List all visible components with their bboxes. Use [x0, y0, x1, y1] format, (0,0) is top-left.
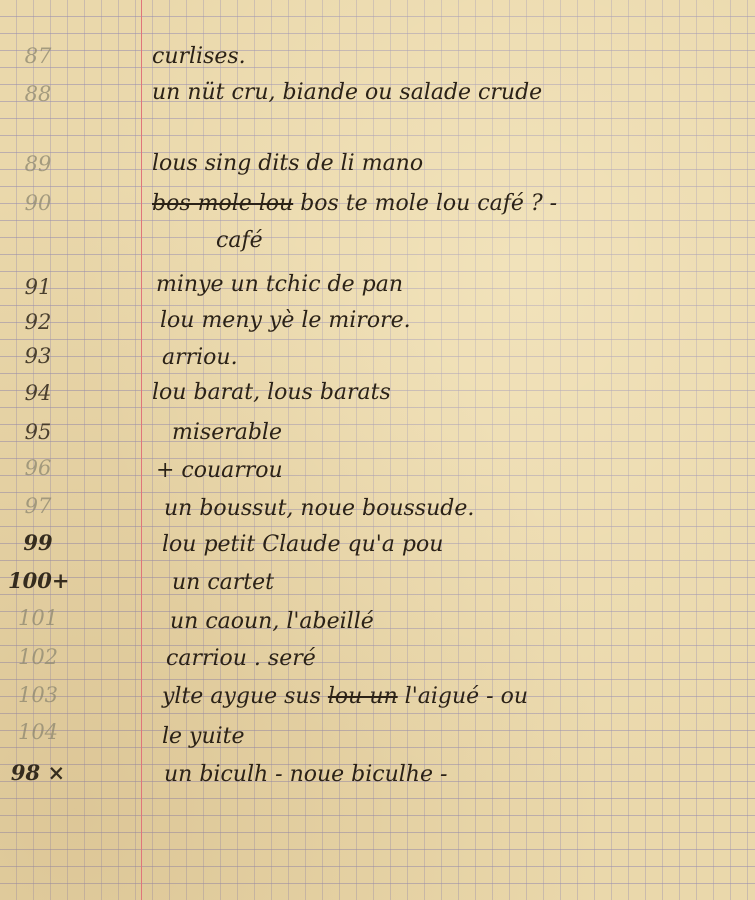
- line-number-98: 98 ×: [10, 760, 66, 785]
- entry-93: arriou.: [162, 345, 238, 370]
- entry-90-text: bos te mole lou café ? -: [300, 191, 558, 216]
- struck-text: lou un: [327, 684, 398, 709]
- entry-94: lou barat, lous barats: [152, 380, 391, 405]
- entry-90: [152, 191, 557, 216]
- entry-92: lou meny yè le mirore.: [160, 308, 411, 333]
- entry-96: + couarrou: [156, 458, 283, 483]
- entry-103-start: ylte aygue sus: [162, 684, 321, 709]
- line-number-88: 88: [24, 82, 52, 106]
- struck-text: bos mole lou: [152, 191, 294, 216]
- line-number-96: 96: [24, 456, 52, 480]
- margin-rule: [141, 0, 142, 900]
- entry-95: miserable: [172, 420, 282, 445]
- entry-103: [162, 684, 528, 709]
- entry-87: curlises.: [152, 44, 246, 69]
- entry-89: lous sing dits de li mano: [152, 151, 424, 176]
- line-number-103: 103: [17, 683, 59, 707]
- line-number-94: 94: [24, 381, 52, 405]
- entry-103-end: l'aigué - ou: [404, 684, 529, 709]
- line-number-102: 102: [17, 645, 59, 669]
- line-number-101: 101: [17, 606, 59, 630]
- entry-104: le yuite: [162, 724, 245, 749]
- line-number-104: 104: [17, 720, 59, 744]
- entry-88: un nüt cru, biande ou salade crude: [152, 80, 543, 105]
- line-number-100: 100+: [8, 568, 70, 593]
- line-number-91: 91: [24, 275, 52, 299]
- entry-102: carriou . seré: [166, 646, 316, 671]
- entry-101: un caoun, l'abeillé: [170, 609, 374, 634]
- entry-100: un cartet: [172, 570, 274, 595]
- entry-97: un boussut, noue boussude.: [164, 496, 475, 521]
- line-number-97: 97: [24, 494, 52, 518]
- line-number-93: 93: [24, 344, 52, 368]
- line-number-99: 99: [23, 530, 53, 555]
- line-number-90: 90: [24, 191, 52, 215]
- line-number-95: 95: [24, 420, 52, 444]
- line-number-89: 89: [24, 152, 52, 176]
- entry-91: minye un tchic de pan: [156, 272, 403, 297]
- line-number-87: 87: [24, 44, 52, 68]
- entry-90-correction: café: [216, 228, 263, 253]
- line-number-92: 92: [24, 310, 52, 334]
- entry-98: un biculh - noue biculhe -: [164, 762, 448, 787]
- entry-99: lou petit Claude qu'a pou: [162, 532, 444, 557]
